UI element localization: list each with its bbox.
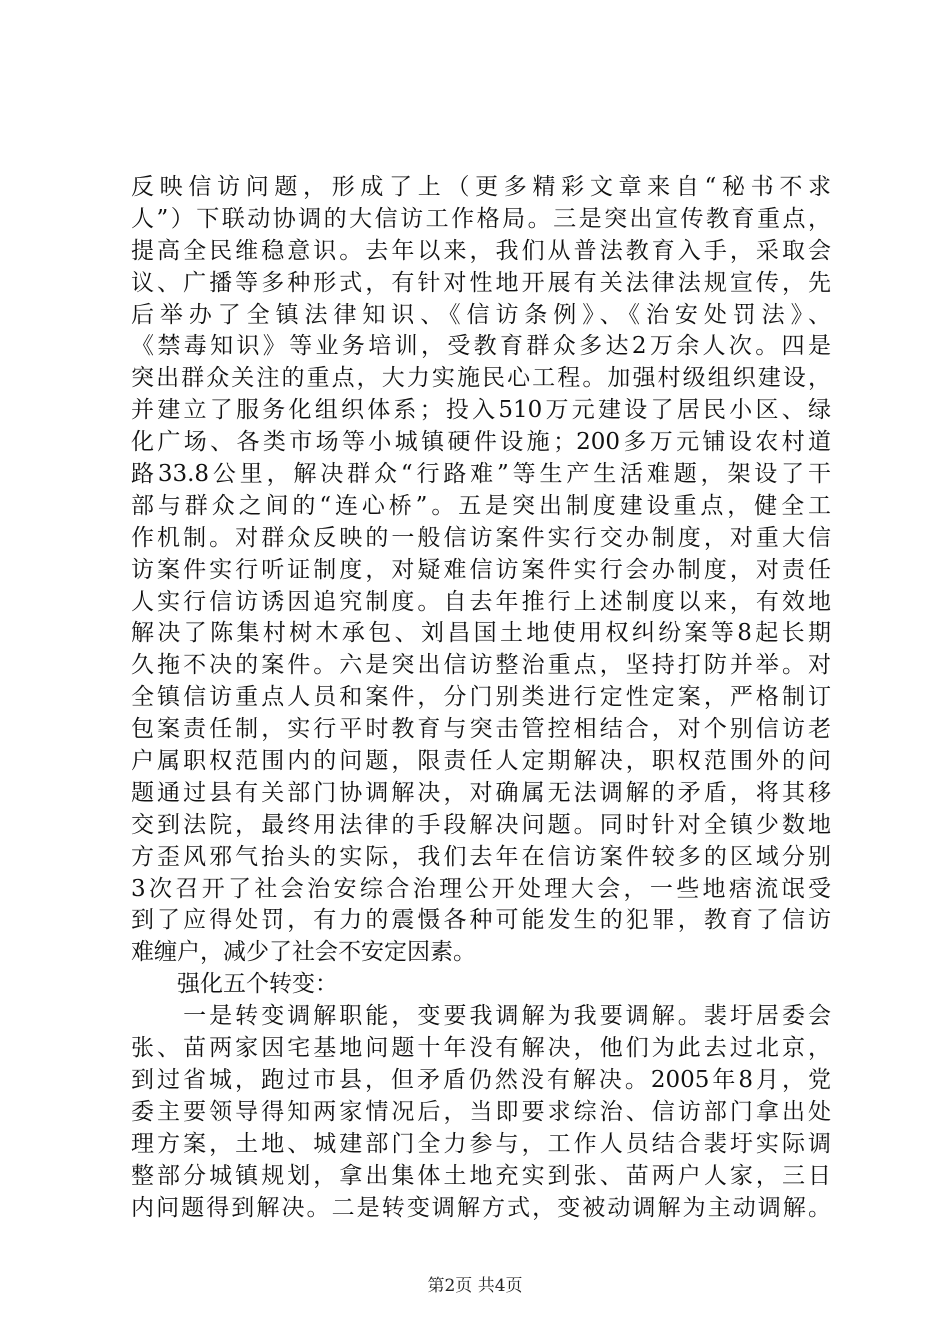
text-line: 化广场、各类市场等小城镇硬件设施；200多万元铺设农村道 bbox=[131, 429, 831, 456]
text-line: 全镇信访重点人员和案件，分门别类进行定性定案，严格制订 bbox=[131, 684, 831, 711]
text-line: 突出群众关注的重点，大力实施民心工程。加强村级组织建设， bbox=[131, 365, 831, 392]
text-line: 反映信访问题，形成了上（更多精彩文章来自“秘书不求 bbox=[131, 174, 831, 200]
text-line: 久拖不决的案件。六是突出信访整治重点，坚持打防并举。对 bbox=[131, 652, 831, 679]
text-line: 一是转变调解职能，变要我调解为我要调解。裴圩居委会 bbox=[131, 1003, 831, 1030]
text-line: 《禁毒知识》等业务培训，受教育群众多达2万余人次。四是 bbox=[131, 333, 831, 360]
text-line: 交到法院，最终用法律的手段解决问题。同时针对全镇少数地 bbox=[131, 811, 831, 838]
section-heading: 强化五个转变： bbox=[131, 971, 338, 998]
text-line: 作机制。对群众反映的一般信访案件实行交办制度，对重大信 bbox=[131, 524, 831, 551]
text-line: 内问题得到解决。二是转变调解方式，变被动调解为主动调解。 bbox=[131, 1194, 831, 1221]
text-line: 到过省城，跑过市县，但矛盾仍然没有解决。2005年8月，党 bbox=[131, 1066, 831, 1093]
text-line: 议、广播等多种形式，有针对性地开展有关法律法规宣传，先 bbox=[131, 269, 831, 296]
text-line: 包案责任制，实行平时教育与突击管控相结合，对个别信访老 bbox=[131, 716, 831, 743]
text-line: 题通过县有关部门协调解决，对确属无法调解的矛盾，将其移 bbox=[131, 779, 831, 806]
text-line: 理方案，土地、城建部门全力参与，工作人员结合裴圩实际调 bbox=[131, 1130, 831, 1157]
text-line: 解决了陈集村树木承包、刘昌国土地使用权纠纷案等8起长期 bbox=[131, 620, 831, 647]
body-text bbox=[131, 172, 831, 1224]
text-line: 整部分城镇规划，拿出集体土地充实到张、苗两户人家，三日 bbox=[131, 1162, 831, 1189]
text-line: 方歪风邪气抬头的实际，我们去年在信访案件较多的区域分别 bbox=[131, 843, 831, 870]
text-line: 到了应得处罚，有力的震慑各种可能发生的犯罪，教育了信访 bbox=[131, 907, 831, 934]
text-line: 3次召开了社会治安综合治理公开处理大会，一些地痞流氓受 bbox=[131, 875, 831, 902]
page-footer: 第2页 共4页 bbox=[427, 1276, 523, 1296]
text-line: 户属职权范围内的问题，限责任人定期解决，职权范围外的问 bbox=[131, 748, 831, 775]
text-line: 人实行信访诱因追究制度。自去年推行上述制度以来，有效地 bbox=[131, 588, 831, 615]
text-line: 部与群众之间的“连心桥”。五是突出制度建设重点，健全工 bbox=[131, 492, 831, 519]
text-line: 提高全民维稳意识。去年以来，我们从普法教育入手，采取会 bbox=[131, 237, 831, 264]
text-line: 难缠户，减少了社会不安定因素。 bbox=[131, 939, 476, 966]
text-line: 人”）下联动协调的大信访工作格局。三是突出宣传教育重点， bbox=[131, 205, 831, 232]
text-line: 后举办了全镇法律知识、《信访条例》、《治安处罚法》、 bbox=[131, 301, 831, 328]
text-line: 张、苗两家因宅基地问题十年没有解决，他们为此去过北京， bbox=[131, 1035, 831, 1062]
text-line: 并建立了服务化组织体系；投入510万元建设了居民小区、绿 bbox=[131, 397, 831, 424]
text-line: 路33.8公里，解决群众“行路难”等生产生活难题，架设了干 bbox=[131, 461, 831, 488]
text-line: 访案件实行听证制度，对疑难信访案件实行会办制度，对责任 bbox=[131, 556, 831, 583]
text-line: 委主要领导得知两家情况后，当即要求综治、信访部门拿出处 bbox=[131, 1098, 831, 1125]
